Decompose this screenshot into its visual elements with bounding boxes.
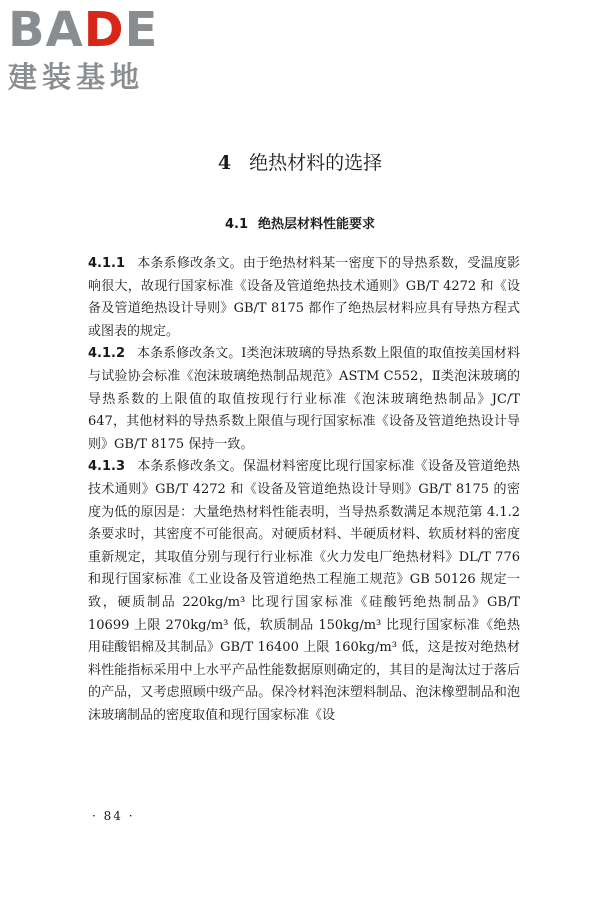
brand-logo xyxy=(8,4,178,96)
body-text xyxy=(88,253,520,727)
chapter-title xyxy=(0,150,600,176)
logo-subtitle: 建装基地 xyxy=(8,60,145,94)
clause-text: 本条系修改条文。Ⅰ类泡沫玻璃的导热系数上限值的取值按美国材料与试验协会标准《泡沫玻璃绝热制品规范》ASTM C552，Ⅱ类泡沫玻璃的导热系数的上限值的取值按现行行业标准《泡沫玻璃绝热制品》JC/T 647，其他材料的导热系数上限值与现行国家标准《设备及管道绝热设计导则》GB/T 8175 保持一致。 xyxy=(88,346,520,452)
logo-wordmark xyxy=(8,4,158,56)
chapter-title-text: 绝热材料的选择 xyxy=(249,152,383,174)
clause-number: 4.1.1 xyxy=(88,256,126,271)
section-number: 4.1 xyxy=(224,217,248,232)
page-number: · 84 · xyxy=(92,809,135,823)
clause-paragraph xyxy=(88,456,520,727)
clause-number: 4.1.3 xyxy=(88,459,126,475)
clause-text: 本条系修改条文。保温材料密度比现行国家标准《设备及管道绝热技术通则》GB/T 4272 和《设备及管道绝热设计导则》GB/T 8175 的密度为低的原因是：大量绝热材料性能表明，当导热系数满足本规范第 4.1.2 条要求时，其密度不可能很高。对硬质材料、半硬质材料、软质材料的密度重新规定，其取值分别与现行行业标准《火力发电厂绝热材料》DL/T 776 和现行国家标准《工业设备及管道绝热工程施工规范》GB 50126 规定一致，硬质制品 220kg/m³ 比现行国家标准《硅酸钙绝热制品》GB/T 10699 上限 270kg/m³ 低，软质制品 150kg/m³ 比现行国家标准《绝热用硅酸铝棉及其制品》GB/T 16400 上限 160kg/m³ 低，这是按对绝热材料性能指标采用中上水平产品性能数据原则确定的，其目的是淘汰过于落后的产品，又考虑照顾中级产品。保冷材料泡沫塑料制品、泡沫橡塑制品和泡沫玻璃制品的密度取值和现行国家标准《设 xyxy=(88,459,520,723)
chapter-number: 4 xyxy=(217,152,232,174)
logo-letters-suffix: E xyxy=(124,2,159,58)
clause-paragraph xyxy=(88,253,520,343)
section-title-text: 绝热层材料性能要求 xyxy=(258,217,376,232)
logo-letter-accent: D xyxy=(83,2,125,58)
section-title xyxy=(0,215,600,235)
clause-text: 本条系修改条文。由于绝热材料某一密度下的导热系数，受温度影响很大，故现行国家标准《设备及管道绝热技术通则》GB/T 4272 和《设备及管道绝热设计导则》GB/T 8175 都作了绝热层材料应具有导热方程式或图表的规定。 xyxy=(88,256,520,339)
clause-paragraph xyxy=(88,343,520,456)
clause-number: 4.1.2 xyxy=(88,346,126,362)
logo-letters-prefix: BA xyxy=(8,2,84,58)
